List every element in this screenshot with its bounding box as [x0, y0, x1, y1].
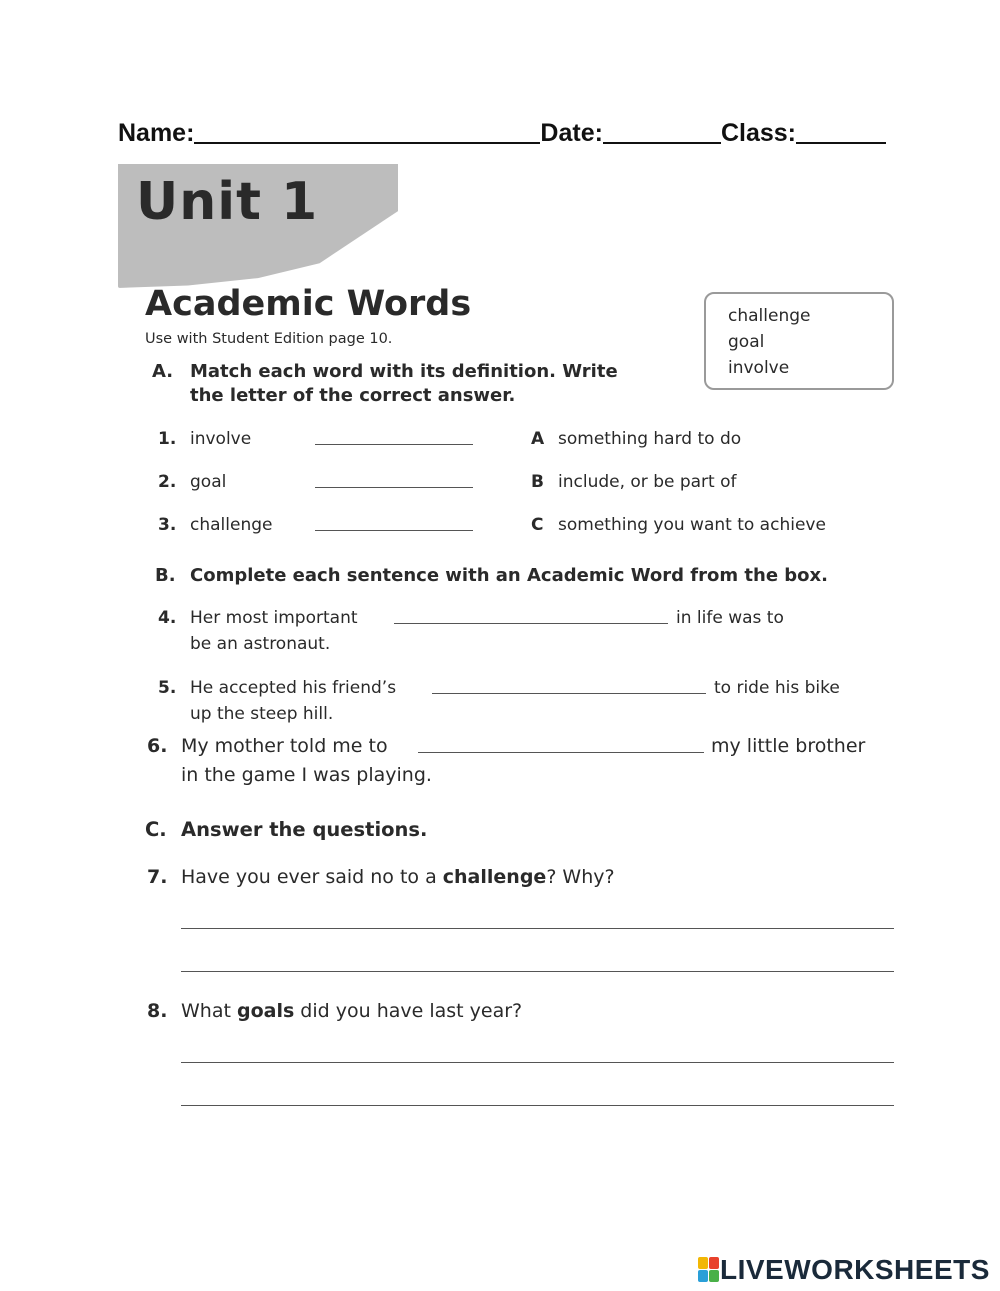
- answer-blank-6[interactable]: [418, 752, 704, 753]
- answer-line[interactable]: [181, 971, 894, 972]
- answer-blank-4[interactable]: [394, 623, 668, 624]
- part-c-letter: C.: [145, 818, 167, 841]
- item-number: 8.: [147, 1000, 168, 1022]
- item-number: 3.: [158, 515, 177, 535]
- word-box-item: goal: [728, 332, 765, 352]
- liveworksheets-logo: [698, 1254, 990, 1286]
- definition-letter: C: [531, 515, 544, 535]
- sentence-end: in life was to: [676, 608, 784, 628]
- name-blank[interactable]: [194, 118, 540, 144]
- match-word: involve: [190, 429, 252, 449]
- question-text: Have you ever said no to a challenge? Why?: [181, 866, 615, 888]
- word-box-item: involve: [728, 358, 790, 378]
- answer-blank-3[interactable]: [315, 530, 473, 531]
- match-word: challenge: [190, 515, 273, 535]
- date-blank[interactable]: [603, 118, 721, 144]
- answer-blank-1[interactable]: [315, 444, 473, 445]
- definition-text: something you want to achieve: [558, 515, 826, 535]
- item-number: 5.: [158, 678, 177, 698]
- word-box: [704, 292, 894, 390]
- item-number: 2.: [158, 472, 177, 492]
- sentence-start: He accepted his friend’s: [190, 678, 397, 698]
- answer-blank-2[interactable]: [315, 487, 473, 488]
- definition-text: include, or be part of: [558, 472, 737, 492]
- sentence-continuation: be an astronaut.: [190, 634, 331, 654]
- part-a-instruction: A. Match each word with its definition. Write the letter of the correct answer.: [152, 361, 618, 406]
- sentence-continuation: up the steep hill.: [190, 704, 334, 724]
- sentence-end: to ride his bike: [714, 678, 840, 698]
- word-box-item: challenge: [728, 306, 811, 326]
- sentence-start: Her most important: [190, 608, 358, 628]
- date-label: Date:: [540, 119, 603, 147]
- match-word: goal: [190, 472, 227, 492]
- item-number: 4.: [158, 608, 177, 628]
- item-number: 6.: [147, 735, 168, 757]
- definition-letter: A: [531, 429, 545, 449]
- part-b-instruction: B. Complete each sentence with an Academic Word from the box.: [155, 565, 828, 586]
- part-a-letter: A.: [152, 361, 174, 382]
- sentence-end: my little brother: [711, 735, 866, 757]
- class-blank[interactable]: [796, 118, 886, 144]
- answer-line[interactable]: [181, 1105, 894, 1106]
- student-info-header: [118, 118, 886, 148]
- part-b-letter: B.: [155, 565, 176, 586]
- sentence-start: My mother told me to: [181, 735, 388, 757]
- answer-line[interactable]: [181, 1062, 894, 1063]
- answer-blank-5[interactable]: [432, 693, 706, 694]
- subtitle: Use with Student Edition page 10.: [145, 331, 393, 347]
- unit-title: Unit 1: [136, 172, 319, 232]
- question-text: What goals did you have last year?: [181, 1000, 523, 1022]
- item-number: 1.: [158, 429, 177, 449]
- name-label: Name:: [118, 119, 195, 147]
- answer-line[interactable]: [181, 928, 894, 929]
- class-label: Class:: [720, 119, 796, 147]
- item-number: 7.: [147, 866, 168, 888]
- definition-letter: B: [531, 472, 544, 492]
- logo-text: LIVEWORKSHEETS: [720, 1254, 990, 1285]
- section-title: Academic Words: [145, 284, 472, 324]
- liveworksheets-logo-icon: [698, 1257, 720, 1283]
- sentence-continuation: in the game I was playing.: [181, 764, 432, 786]
- part-c-instruction: C. Answer the questions.: [145, 818, 428, 841]
- definition-text: something hard to do: [558, 429, 742, 449]
